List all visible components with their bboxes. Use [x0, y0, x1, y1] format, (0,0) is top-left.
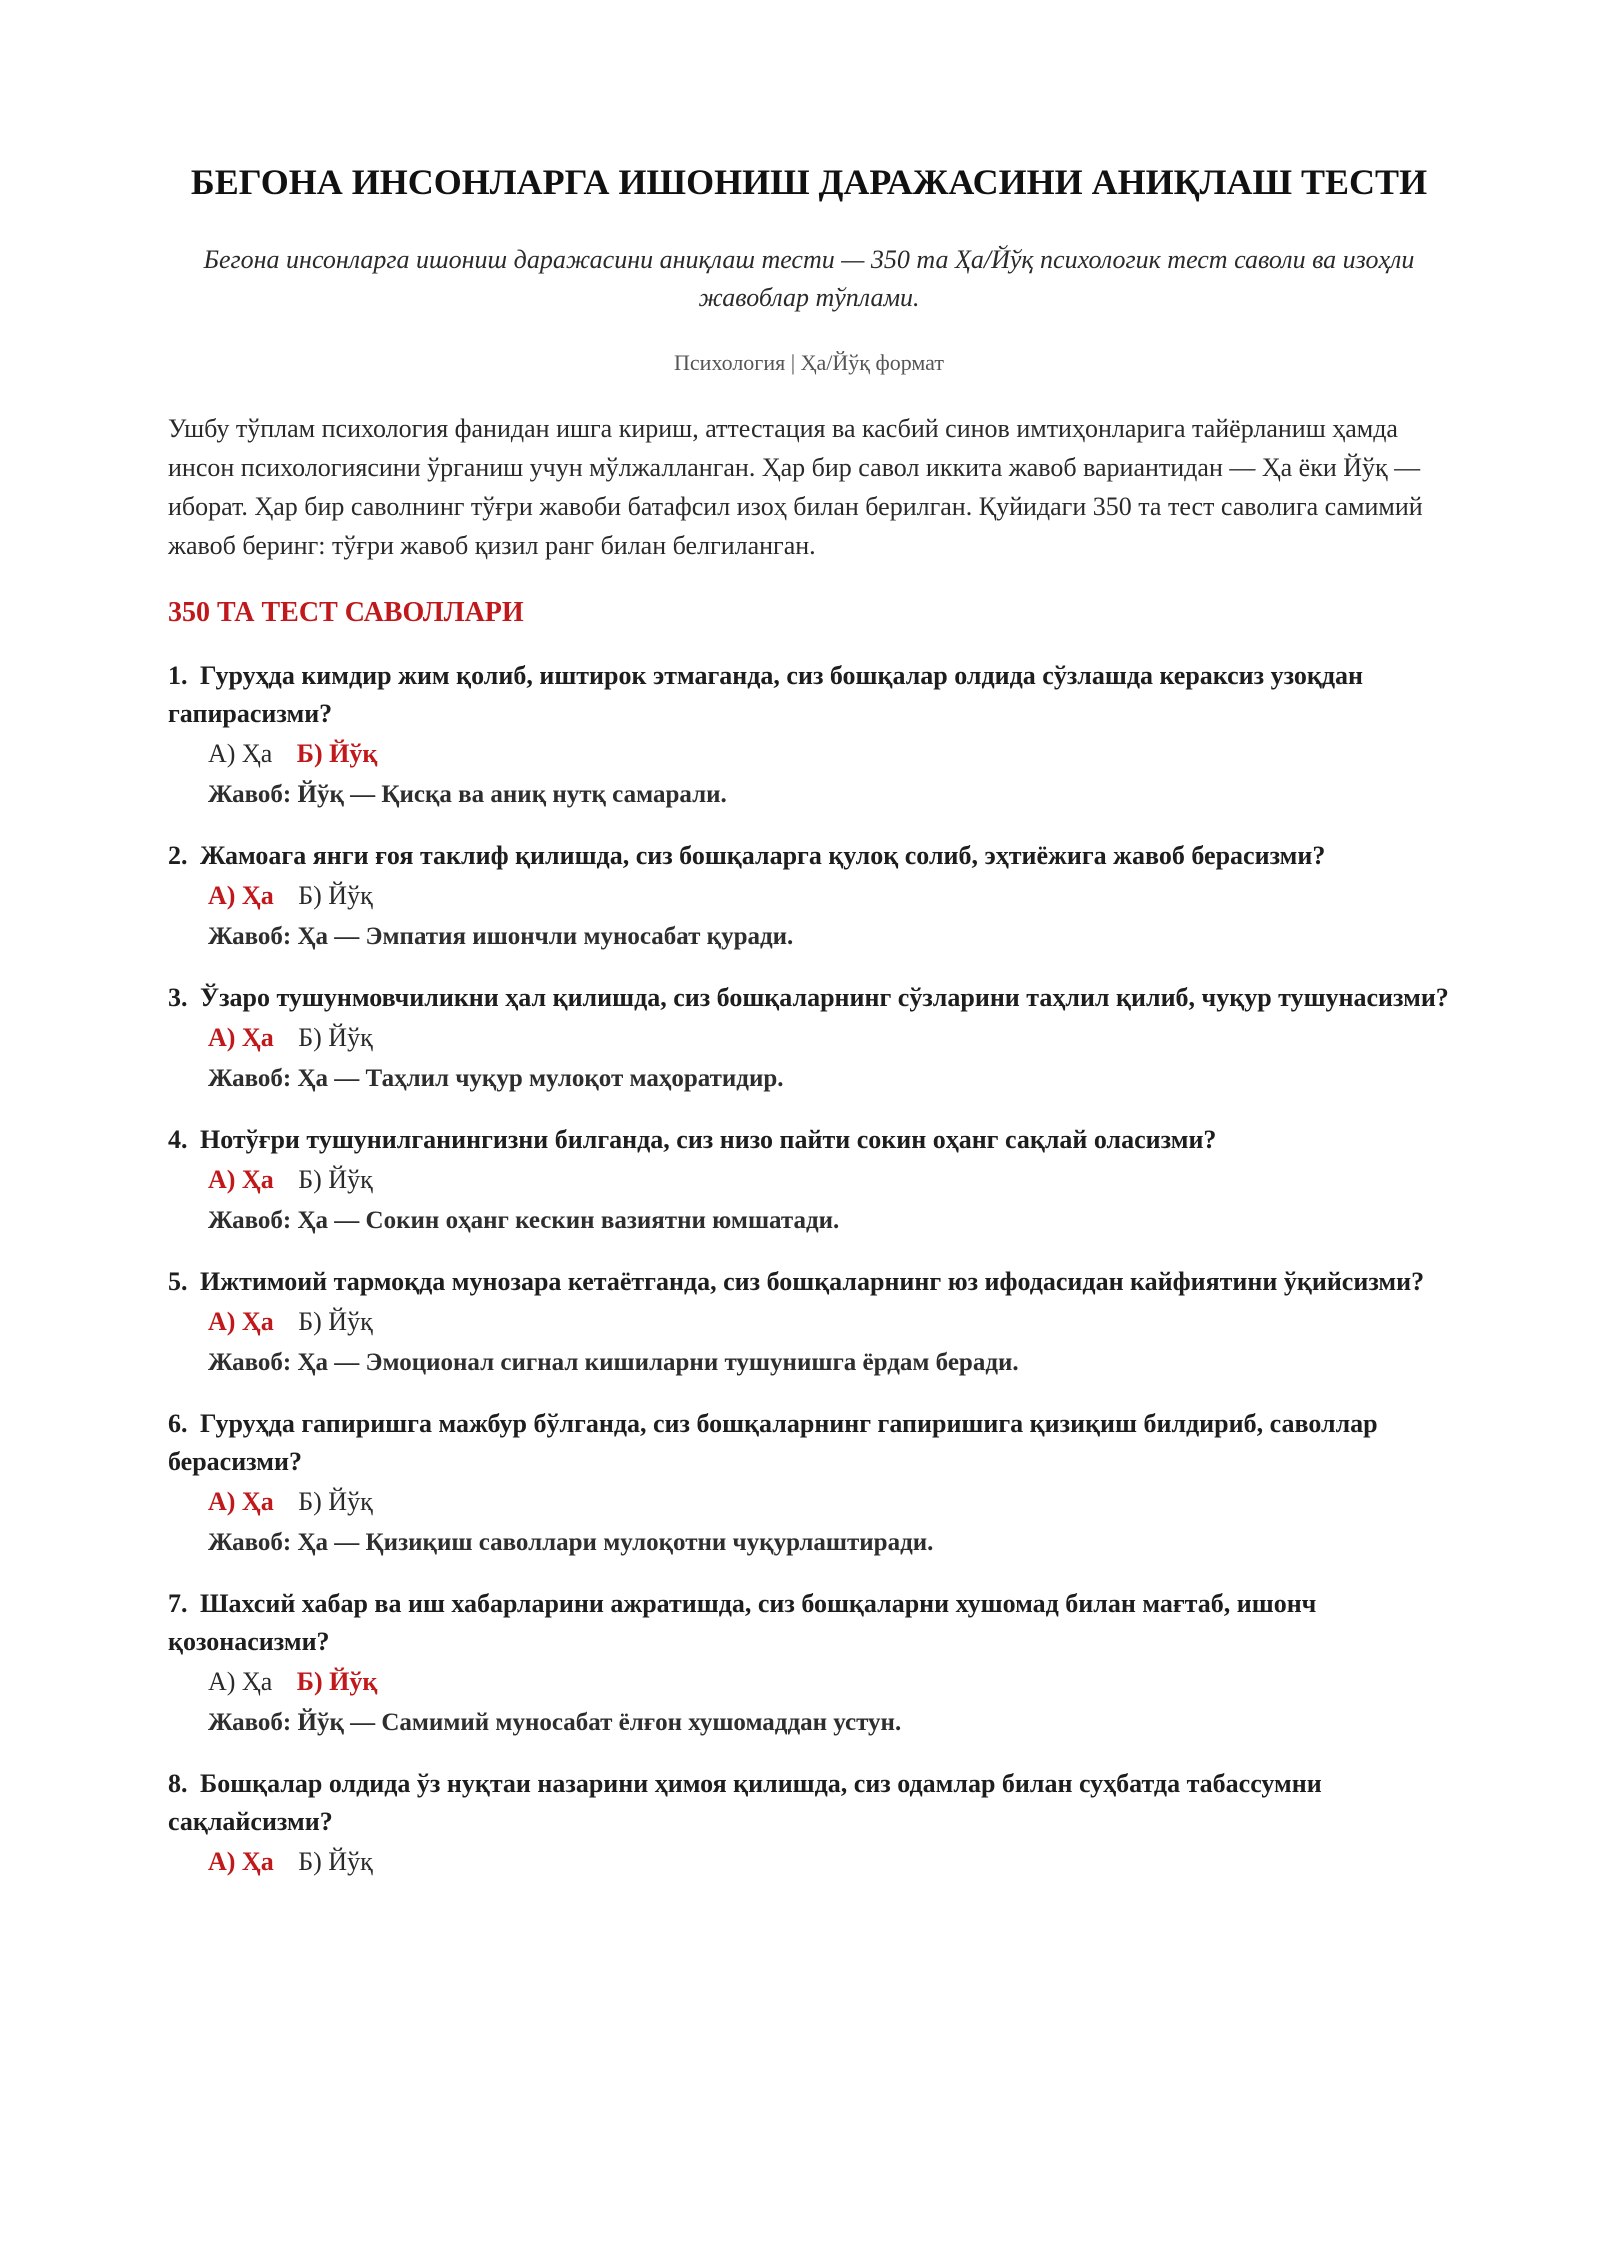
section-title: 350 ТА ТЕСТ САВОЛЛАРИ	[168, 597, 524, 628]
question-text	[168, 1585, 1450, 1661]
option-b: Б) Йўқ	[296, 1667, 378, 1696]
answer-options	[168, 1841, 1450, 1883]
question-item	[168, 657, 1450, 815]
question-number: 5.	[168, 1267, 188, 1296]
option-b: Б) Йўқ	[298, 1847, 373, 1876]
question-number: 4.	[168, 1125, 188, 1154]
option-b: Б) Йўқ	[298, 1165, 373, 1194]
answer-options	[168, 1661, 1450, 1703]
document-title: БЕГОНА ИНСОНЛАРГА ИШОНИШ ДАРАЖАСИНИ АНИҚЛАШ ТЕСТИ	[190, 162, 1428, 202]
question-text	[168, 1263, 1450, 1301]
answer-options	[168, 1481, 1450, 1523]
document-page	[168, 0, 1450, 1905]
question-body: Гуруҳда гапиришга мажбур бўлганда, сиз бошқаларнинг гапиришига қизиқиш билдириб, саволлар берасизми?	[168, 1409, 1378, 1476]
answer-options	[168, 875, 1450, 917]
question-body: Гуруҳда кимдир жим қолиб, иштирок этмаганда, сиз бошқалар олдида сўзлашда кераксиз узоқдан гапирасизми?	[168, 661, 1364, 728]
question-body: Шахсий хабар ва иш хабарларини ажратишда, сиз бошқаларни хушомад билан мағтаб, ишонч қозонасизми?	[168, 1589, 1317, 1656]
option-a: А) Ҳа	[208, 1165, 274, 1194]
question-body: Нотўғри тушунилганингизни билганда, сиз низо пайти сокин оҳанг сақлай оласизми?	[200, 1125, 1217, 1154]
answer-options	[168, 1301, 1450, 1343]
intro-paragraph: Ушбу тўплам психология фанидан ишга кириш, аттестация ва касбий синов имтиҳонларига тайёрланиш ҳамда инсон психологиясини ўрганиш учун мўлжалланган. Ҳар бир савол иккита жавоб вариантидан — Ҳа ёки Йўқ — иборат. Ҳар бир саволнинг тўғри жавоби батафсил изоҳ билан берилган. Қуйидаги 350 та тест саволига самимий жавоб беринг: тўғри жавоб қизил ранг билан белгиланган.	[168, 414, 1423, 560]
question-item	[168, 1405, 1450, 1563]
question-text	[168, 1765, 1450, 1841]
question-item	[168, 1263, 1450, 1383]
question-list	[168, 657, 1450, 1883]
option-a: А) Ҳа	[208, 1667, 273, 1696]
answer-options	[168, 1017, 1450, 1059]
question-text	[168, 1405, 1450, 1481]
question-body: Бошқалар олдида ўз нуқтаи назарини ҳимоя қилишда, сиз одамлар билан суҳбатда табассумни сақлайсизми?	[168, 1769, 1322, 1836]
document-meta: Психология | Ҳа/Йўқ формат	[674, 350, 944, 375]
option-a: А) Ҳа	[208, 1487, 274, 1516]
question-item	[168, 979, 1450, 1099]
option-a: А) Ҳа	[208, 1847, 274, 1876]
answer-options	[168, 733, 1450, 775]
question-text	[168, 657, 1450, 733]
answer-explanation: Жавоб: Ҳа — Сокин оҳанг кескин вазиятни юмшатади.	[208, 1207, 840, 1234]
question-item	[168, 1121, 1450, 1241]
option-b: Б) Йўқ	[298, 881, 373, 910]
question-number: 3.	[168, 983, 188, 1012]
option-a: А) Ҳа	[208, 1307, 274, 1336]
question-text	[168, 1121, 1450, 1159]
answer-explanation: Жавоб: Ҳа — Эмоционал сигнал кишиларни тушунишга ёрдам беради.	[208, 1349, 1019, 1376]
option-b: Б) Йўқ	[298, 1487, 373, 1516]
question-body: Ўзаро тушунмовчиликни ҳал қилишда, сиз бошқаларнинг сўзларини таҳлил қилиб, чуқур тушунасизми?	[200, 983, 1449, 1012]
option-b: Б) Йўқ	[296, 739, 378, 768]
answer-options	[168, 1159, 1450, 1201]
question-text	[168, 837, 1450, 875]
answer-explanation: Жавоб: Ҳа — Қизиқиш саволлари мулоқотни чуқурлаштиради.	[208, 1529, 934, 1556]
question-body: Жамоага янги ғоя таклиф қилишда, сиз бошқаларга қулоқ солиб, эҳтиёжига жавоб берасизми?	[200, 841, 1326, 870]
answer-explanation: Жавоб: Ҳа — Эмпатия ишончли муносабат қуради.	[208, 923, 794, 950]
answer-explanation: Жавоб: Ҳа — Таҳлил чуқур мулоқот маҳоратидир.	[208, 1065, 784, 1092]
question-item	[168, 1765, 1450, 1883]
option-a: А) Ҳа	[208, 739, 273, 768]
answer-explanation: Жавоб: Йўқ — Самимий муносабат ёлғон хушомаддан устун.	[208, 1709, 902, 1736]
question-number: 1.	[168, 661, 188, 690]
question-body: Ижтимоий тармоқда мунозара кетаётганда, сиз бошқаларнинг юз ифодасидан кайфиятини ўқийсизми?	[200, 1267, 1425, 1296]
answer-explanation: Жавоб: Йўқ — Қисқа ва аниқ нутқ самарали.	[208, 781, 727, 808]
question-number: 2.	[168, 841, 188, 870]
document-subtitle: Бегона инсонларга ишониш даражасини аниқлаш тести — 350 та Ҳа/Йўқ психологик тест саволи ва изоҳли жавоблар тўплами.	[203, 245, 1415, 312]
question-number: 8.	[168, 1769, 188, 1798]
option-b: Б) Йўқ	[298, 1023, 373, 1052]
question-item	[168, 837, 1450, 957]
option-b: Б) Йўқ	[298, 1307, 373, 1336]
option-a: А) Ҳа	[208, 881, 274, 910]
question-text	[168, 979, 1450, 1017]
question-number: 6.	[168, 1409, 188, 1438]
question-number: 7.	[168, 1589, 188, 1618]
question-item	[168, 1585, 1450, 1743]
option-a: А) Ҳа	[208, 1023, 274, 1052]
